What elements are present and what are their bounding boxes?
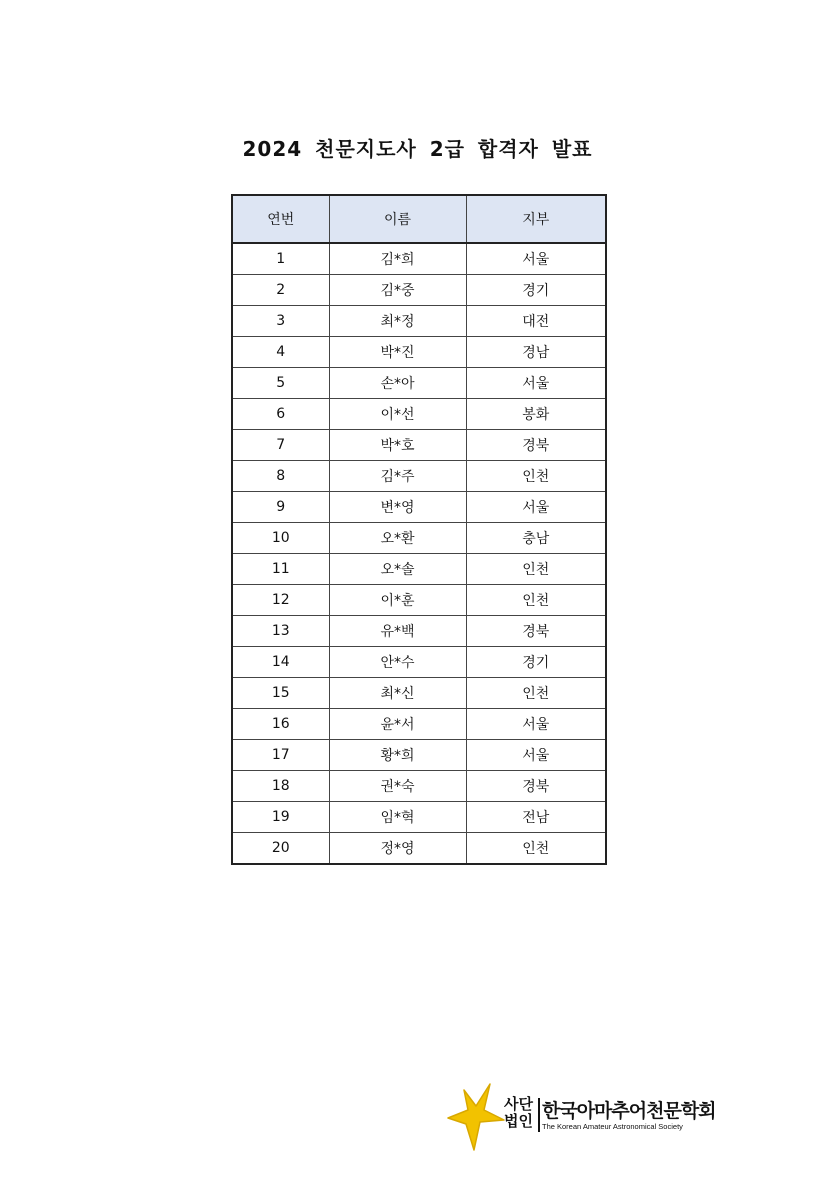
cell-name: 오*솔: [329, 554, 466, 585]
cell-name: 김*주: [329, 461, 466, 492]
document-title: 2024 천문지도사 2급 합격자 발표: [242, 137, 593, 161]
cell-branch: 인천: [466, 833, 606, 865]
cell-branch: 경북: [466, 771, 606, 802]
cell-name: 변*영: [329, 492, 466, 523]
cell-number: 2: [232, 275, 329, 306]
cell-number: 20: [232, 833, 329, 865]
cell-name: 최*정: [329, 306, 466, 337]
corporation-label: [504, 1096, 538, 1130]
cell-name: 이*선: [329, 399, 466, 430]
cell-branch: 인천: [466, 678, 606, 709]
cell-branch: 경북: [466, 616, 606, 647]
table-row: [232, 616, 606, 647]
cell-branch: 인천: [466, 585, 606, 616]
cell-branch: 대전: [466, 306, 606, 337]
cell-number: 3: [232, 306, 329, 337]
cell-number: 10: [232, 523, 329, 554]
table-row: [232, 243, 606, 275]
table-row: [232, 275, 606, 306]
cell-branch: 전남: [466, 802, 606, 833]
header-branch: 지부: [466, 195, 606, 243]
cell-name: 박*호: [329, 430, 466, 461]
cell-number: 7: [232, 430, 329, 461]
cell-name: 박*진: [329, 337, 466, 368]
cell-number: 11: [232, 554, 329, 585]
cell-name: 권*숙: [329, 771, 466, 802]
results-table: [231, 194, 607, 865]
society-name-korean: 한국아마추어천문학회: [542, 1100, 716, 1122]
cell-number: 17: [232, 740, 329, 771]
cell-branch: 경북: [466, 430, 606, 461]
cell-number: 19: [232, 802, 329, 833]
cell-number: 9: [232, 492, 329, 523]
header-name: 이름: [329, 195, 466, 243]
table-row: [232, 554, 606, 585]
table-row: [232, 492, 606, 523]
table-row: [232, 523, 606, 554]
cell-branch: 서울: [466, 368, 606, 399]
cell-number: 18: [232, 771, 329, 802]
table-row: [232, 833, 606, 865]
cell-name: 유*백: [329, 616, 466, 647]
table-row: [232, 430, 606, 461]
cell-branch: 서울: [466, 492, 606, 523]
table-row: [232, 740, 606, 771]
cell-name: 김*중: [329, 275, 466, 306]
cell-number: 5: [232, 368, 329, 399]
cell-name: 임*혁: [329, 802, 466, 833]
star-icon: [446, 1080, 510, 1154]
cell-branch: 경기: [466, 647, 606, 678]
cell-number: 16: [232, 709, 329, 740]
cell-branch: 인천: [466, 554, 606, 585]
cell-name: 황*희: [329, 740, 466, 771]
table-row: [232, 585, 606, 616]
cell-name: 안*수: [329, 647, 466, 678]
cell-branch: 서울: [466, 740, 606, 771]
cell-name: 손*아: [329, 368, 466, 399]
table-row: [232, 709, 606, 740]
cell-branch: 인천: [466, 461, 606, 492]
table-row: [232, 802, 606, 833]
cell-name: 정*영: [329, 833, 466, 865]
society-logo: [446, 1080, 736, 1154]
table-row: [232, 771, 606, 802]
cell-branch: 경남: [466, 337, 606, 368]
table-row: [232, 461, 606, 492]
cell-number: 12: [232, 585, 329, 616]
corporation-label-line1: 사단: [504, 1095, 533, 1113]
logo-divider: [538, 1098, 540, 1132]
cell-name: 이*훈: [329, 585, 466, 616]
table-body: [232, 243, 606, 864]
cell-number: 4: [232, 337, 329, 368]
cell-name: 윤*서: [329, 709, 466, 740]
corporation-label-line2: 법인: [504, 1112, 533, 1130]
table-row: [232, 399, 606, 430]
table-row: [232, 337, 606, 368]
society-name-english: The Korean Amateur Astronomical Society: [542, 1122, 683, 1131]
cell-number: 6: [232, 399, 329, 430]
table-header-row: [232, 195, 606, 243]
cell-number: 1: [232, 243, 329, 275]
cell-number: 8: [232, 461, 329, 492]
cell-branch: 서울: [466, 709, 606, 740]
cell-branch: 봉화: [466, 399, 606, 430]
table-row: [232, 306, 606, 337]
cell-name: 최*신: [329, 678, 466, 709]
cell-name: 오*환: [329, 523, 466, 554]
table-row: [232, 368, 606, 399]
table-row: [232, 678, 606, 709]
cell-number: 15: [232, 678, 329, 709]
table-row: [232, 647, 606, 678]
cell-branch: 충남: [466, 523, 606, 554]
cell-number: 14: [232, 647, 329, 678]
cell-number: 13: [232, 616, 329, 647]
header-number: 연번: [232, 195, 329, 243]
cell-branch: 경기: [466, 275, 606, 306]
cell-branch: 서울: [466, 243, 606, 275]
cell-name: 김*희: [329, 243, 466, 275]
